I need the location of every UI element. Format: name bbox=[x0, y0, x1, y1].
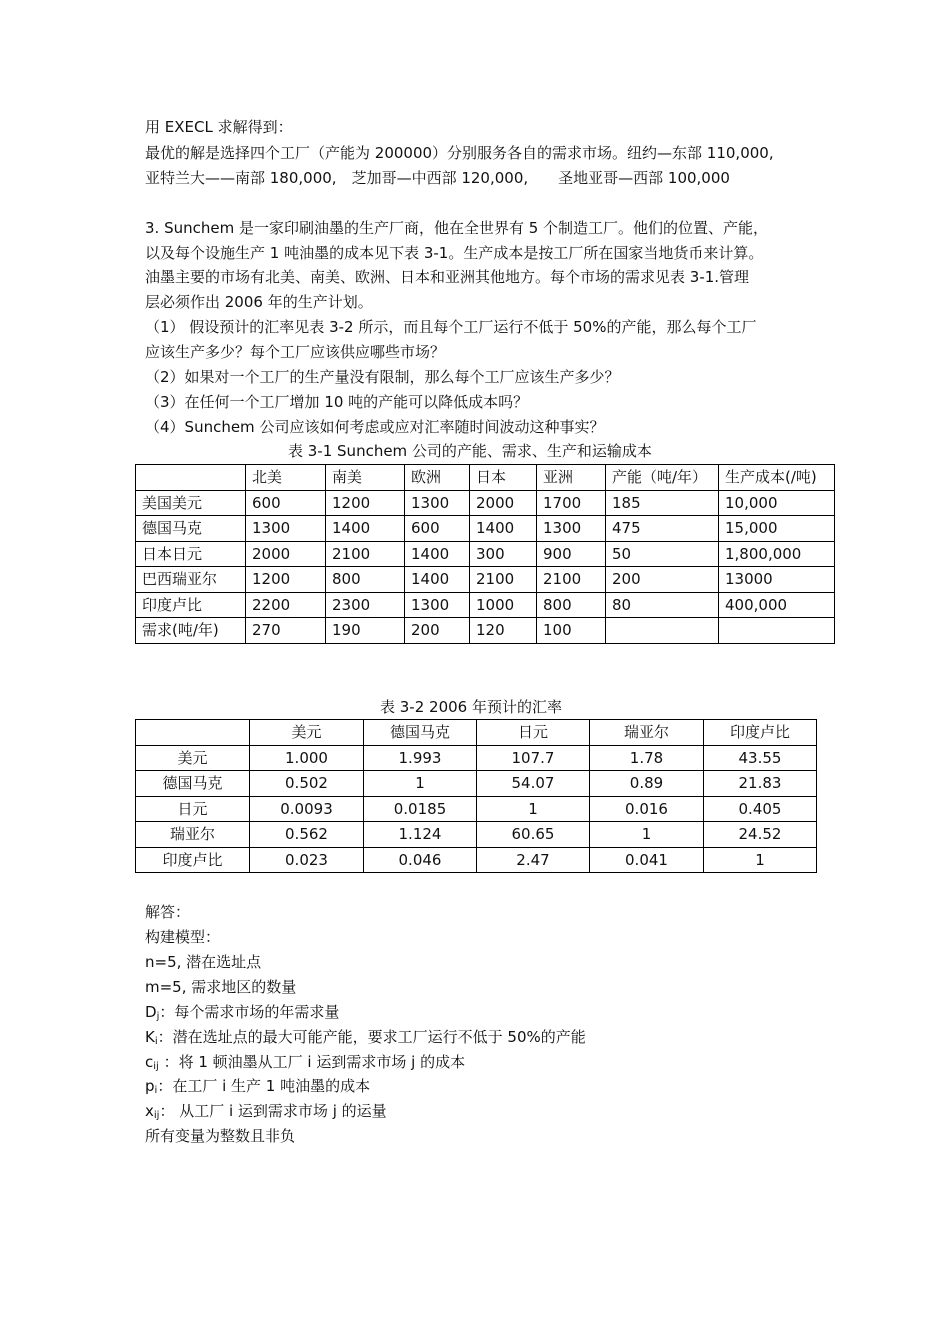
pi-description: ：在工厂 i 生产 1 吨油墨的成本 bbox=[157, 1077, 371, 1095]
dj-subscript: j bbox=[156, 1011, 160, 1022]
table-cell: 2100 bbox=[470, 567, 537, 593]
table-row-label: 美元 bbox=[136, 745, 250, 771]
table-cell: 1.78 bbox=[590, 745, 704, 771]
problem-line-4: 层必须作出 2006 年的生产计划。 bbox=[145, 293, 373, 311]
table-cell: 185 bbox=[606, 490, 719, 516]
table-cell: 1400 bbox=[405, 567, 470, 593]
table-cell: 0.562 bbox=[250, 822, 364, 848]
xij-description: ： 从工厂 i 运到需求市场 j 的运量 bbox=[159, 1102, 387, 1120]
table-header-row bbox=[136, 720, 817, 746]
table-cell: 50 bbox=[606, 541, 719, 567]
table-cell: 1400 bbox=[405, 541, 470, 567]
var-ki bbox=[145, 1027, 586, 1052]
table-row bbox=[136, 592, 835, 618]
table-row bbox=[136, 771, 817, 797]
var-cij bbox=[145, 1052, 465, 1077]
table-cell: 1000 bbox=[470, 592, 537, 618]
intro-line-2: 最优的解是选择四个工厂（产能为 200000）分别服务各自的需求市场。纽约—东部 110,000, bbox=[145, 144, 774, 162]
table-cell: 1300 bbox=[537, 516, 606, 542]
table-header-cell: 日元 bbox=[477, 720, 590, 746]
table-row-label: 巴西瑞亚尔 bbox=[136, 567, 246, 593]
model-heading: 构建模型： bbox=[145, 928, 221, 946]
problem-line-1: 3. Sunchem 是一家印刷油墨的生产厂商，他在全世界有 5 个制造工厂。他们的位置、产能， bbox=[145, 219, 769, 237]
table-cell: 1300 bbox=[405, 592, 470, 618]
table-header-cell bbox=[136, 720, 250, 746]
table-cell: 1 bbox=[590, 822, 704, 848]
table1-body bbox=[136, 465, 835, 644]
table-cell: 1400 bbox=[326, 516, 405, 542]
table-cell: 60.65 bbox=[477, 822, 590, 848]
var-dj bbox=[145, 1002, 339, 1027]
table-cell: 15,000 bbox=[719, 516, 835, 542]
table-cell: 107.7 bbox=[477, 745, 590, 771]
table-cell: 1300 bbox=[246, 516, 326, 542]
table-cell: 24.52 bbox=[704, 822, 817, 848]
var-m: m=5, 需求地区的数量 bbox=[145, 978, 297, 996]
table-row bbox=[136, 618, 835, 644]
table-cell: 200 bbox=[405, 618, 470, 644]
table-cell: 900 bbox=[537, 541, 606, 567]
table-cell: 2000 bbox=[246, 541, 326, 567]
table-cell: 1.124 bbox=[364, 822, 477, 848]
table-row bbox=[136, 745, 817, 771]
pi-symbol: p bbox=[145, 1077, 155, 1095]
question-4: （4）Sunchem 公司应该如何考虑或应对汇率随时间波动这种事实？ bbox=[145, 418, 605, 436]
table-cell: 80 bbox=[606, 592, 719, 618]
table-cell: 0.041 bbox=[590, 847, 704, 873]
table-header-cell: 南美 bbox=[326, 465, 405, 491]
table-cell: 2.47 bbox=[477, 847, 590, 873]
table-header-row bbox=[136, 465, 835, 491]
table-cell: 2100 bbox=[537, 567, 606, 593]
table-cell: 1.993 bbox=[364, 745, 477, 771]
table-row-label: 印度卢比 bbox=[136, 847, 250, 873]
table2-body bbox=[136, 720, 817, 873]
table-row bbox=[136, 490, 835, 516]
var-pi bbox=[145, 1076, 370, 1101]
table-cell: 800 bbox=[537, 592, 606, 618]
table-cell: 1 bbox=[704, 847, 817, 873]
var-xij bbox=[145, 1101, 387, 1126]
table-row bbox=[136, 847, 817, 873]
table-cell: 1700 bbox=[537, 490, 606, 516]
table2-caption: 表 3-2 2006 年预计的汇率 bbox=[380, 698, 562, 716]
table-cell: 0.023 bbox=[250, 847, 364, 873]
dj-symbol: D bbox=[145, 1003, 157, 1021]
var-n: n=5, 潜在选址点 bbox=[145, 953, 262, 971]
table-cell: 10,000 bbox=[719, 490, 835, 516]
table-cell: 600 bbox=[405, 516, 470, 542]
table-cell: 0.405 bbox=[704, 796, 817, 822]
table-cell: 300 bbox=[470, 541, 537, 567]
table-header-cell: 印度卢比 bbox=[704, 720, 817, 746]
table-header-cell: 瑞亚尔 bbox=[590, 720, 704, 746]
table-cell: 1,800,000 bbox=[719, 541, 835, 567]
problem-line-2: 以及每个设施生产 1 吨油墨的成本见下表 3-1。生产成本是按工厂所在国家当地货币来计算。 bbox=[145, 244, 764, 262]
question-3: （3）在任何一个工厂增加 10 吨的产能可以降低成本吗？ bbox=[145, 393, 529, 411]
table-cell: 1300 bbox=[405, 490, 470, 516]
table-cell: 100 bbox=[537, 618, 606, 644]
table-cell: 2200 bbox=[246, 592, 326, 618]
table-header-cell: 德国马克 bbox=[364, 720, 477, 746]
table-cell: 0.89 bbox=[590, 771, 704, 797]
intro-line-3: 亚特兰大——南部 180,000, 芝加哥—中西部 120,000, 圣地亚哥—西部 100,000 bbox=[145, 169, 730, 187]
question-1b: 应该生产多少？每个工厂应该供应哪些市场？ bbox=[145, 343, 446, 361]
table-3-1 bbox=[135, 464, 835, 644]
question-2: （2）如果对一个工厂的生产量没有限制，那么每个工厂应该生产多少？ bbox=[145, 368, 620, 386]
ki-subscript: i bbox=[154, 1036, 158, 1047]
table-cell: 2100 bbox=[326, 541, 405, 567]
table-row-label: 德国马克 bbox=[136, 771, 250, 797]
cij-symbol: c bbox=[145, 1053, 154, 1071]
table-cell: 0.0093 bbox=[250, 796, 364, 822]
table-cell: 21.83 bbox=[704, 771, 817, 797]
ki-description: ：潜在选址点的最大可能产能，要求工厂运行不低于 50%的产能 bbox=[157, 1028, 586, 1046]
table-row-label: 瑞亚尔 bbox=[136, 822, 250, 848]
variables-note: 所有变量为整数且非负 bbox=[145, 1127, 296, 1145]
table-header-cell: 北美 bbox=[246, 465, 326, 491]
table-cell: 2000 bbox=[470, 490, 537, 516]
table-cell: 600 bbox=[246, 490, 326, 516]
table-row bbox=[136, 567, 835, 593]
table-row-label: 需求(吨/年) bbox=[136, 618, 246, 644]
intro-line-1: 用 EXECL 求解得到： bbox=[145, 118, 293, 136]
answer-heading: 解答： bbox=[145, 903, 191, 921]
table-header-cell: 日本 bbox=[470, 465, 537, 491]
table-cell: 0.0185 bbox=[364, 796, 477, 822]
table-cell: 1 bbox=[477, 796, 590, 822]
table-row-label: 印度卢比 bbox=[136, 592, 246, 618]
xij-subscript: ij bbox=[153, 1110, 160, 1121]
table-cell: 200 bbox=[606, 567, 719, 593]
table-cell: 800 bbox=[326, 567, 405, 593]
table-row-label: 日本日元 bbox=[136, 541, 246, 567]
table-cell: 0.502 bbox=[250, 771, 364, 797]
table-cell: 1 bbox=[364, 771, 477, 797]
table-header-cell: 亚洲 bbox=[537, 465, 606, 491]
table-cell: 400,000 bbox=[719, 592, 835, 618]
pi-subscript: i bbox=[154, 1085, 158, 1096]
table-row-label: 德国马克 bbox=[136, 516, 246, 542]
table-row bbox=[136, 516, 835, 542]
table1-caption: 表 3-1 Sunchem 公司的产能、需求、生产和运输成本 bbox=[288, 442, 652, 460]
table-cell bbox=[606, 618, 719, 644]
dj-description: ：每个需求市场的年需求量 bbox=[159, 1003, 340, 1021]
table-header-cell: 欧洲 bbox=[405, 465, 470, 491]
cij-description: ：将 1 顿油墨从工厂 i 运到需求市场 j 的成本 bbox=[158, 1053, 466, 1071]
table-row bbox=[136, 541, 835, 567]
table-cell: 1200 bbox=[326, 490, 405, 516]
table-cell: 0.016 bbox=[590, 796, 704, 822]
table-3-2 bbox=[135, 719, 817, 873]
table-cell: 190 bbox=[326, 618, 405, 644]
table-cell: 1400 bbox=[470, 516, 537, 542]
table-cell: 1.000 bbox=[250, 745, 364, 771]
table-cell: 270 bbox=[246, 618, 326, 644]
table-header-cell: 美元 bbox=[250, 720, 364, 746]
table-cell: 475 bbox=[606, 516, 719, 542]
table-row bbox=[136, 822, 817, 848]
table-row bbox=[136, 796, 817, 822]
ki-symbol: K bbox=[145, 1028, 155, 1046]
table-cell: 2300 bbox=[326, 592, 405, 618]
question-1a: （1） 假设预计的汇率见表 3-2 所示，而且每个工厂运行不低于 50%的产能，那么每个工厂 bbox=[145, 318, 757, 336]
table-cell: 54.07 bbox=[477, 771, 590, 797]
xij-symbol: x bbox=[145, 1102, 154, 1120]
table-cell: 120 bbox=[470, 618, 537, 644]
table-cell bbox=[719, 618, 835, 644]
problem-line-3: 油墨主要的市场有北美、南美、欧洲、日本和亚洲其他地方。每个市场的需求见表 3-1.管理 bbox=[145, 268, 750, 286]
table-row-label: 日元 bbox=[136, 796, 250, 822]
table-cell: 1200 bbox=[246, 567, 326, 593]
table-header-cell: 产能（吨/年） bbox=[606, 465, 719, 491]
table-cell: 43.55 bbox=[704, 745, 817, 771]
table-cell: 0.046 bbox=[364, 847, 477, 873]
cij-subscript: ij bbox=[153, 1061, 159, 1072]
table-row-label: 美国美元 bbox=[136, 490, 246, 516]
table-header-cell bbox=[136, 465, 246, 491]
table-cell: 13000 bbox=[719, 567, 835, 593]
table-header-cell: 生产成本(/吨) bbox=[719, 465, 835, 491]
